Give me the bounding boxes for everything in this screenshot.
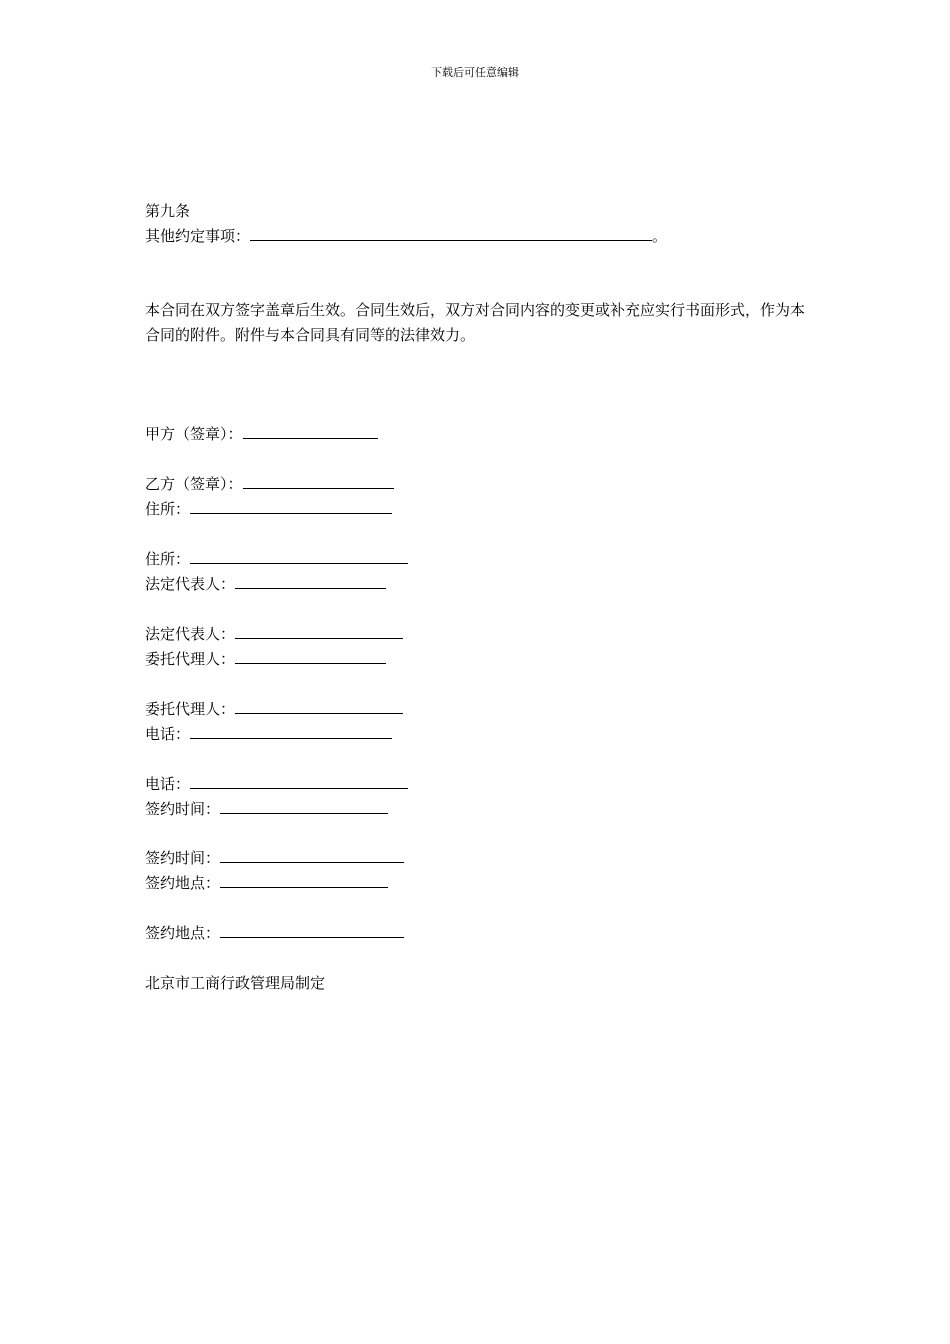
party-b-agent-label: 委托代理人： bbox=[145, 700, 236, 718]
issuer-note: 北京市工商行政管理局制定 bbox=[145, 974, 326, 992]
party-a-phone-label: 电话： bbox=[145, 725, 191, 743]
party-a-legal-rep-line bbox=[145, 574, 386, 594]
party-a-legal-rep-field[interactable] bbox=[235, 574, 386, 589]
party-a-seal-label: 甲方（签章）： bbox=[145, 425, 243, 443]
party-a-legal-rep-label: 法定代表人： bbox=[145, 575, 236, 593]
party-a-address-field[interactable] bbox=[190, 499, 392, 514]
party-a-sign-time-label: 签约时间： bbox=[145, 800, 221, 818]
party-b-address-field[interactable] bbox=[190, 549, 408, 564]
party-b-agent-line bbox=[145, 699, 403, 719]
party-b-sign-time-field[interactable] bbox=[220, 848, 404, 863]
party-a-phone-field[interactable] bbox=[190, 724, 392, 739]
party-a-seal-field[interactable] bbox=[243, 424, 378, 439]
party-a-phone-line bbox=[145, 724, 392, 744]
party-b-seal-line bbox=[145, 474, 394, 494]
party-a-agent-line bbox=[145, 649, 386, 669]
effectiveness-clause: 本合同在双方签字盖章后生效。合同生效后，双方对合同内容的变更或补充应实行书面形式，作为本合同的附件。附件与本合同具有同等的法律效力。 bbox=[145, 301, 806, 344]
party-b-legal-rep-label: 法定代表人： bbox=[145, 625, 236, 643]
party-a-address-line bbox=[145, 499, 392, 519]
party-b-seal-label: 乙方（签章）： bbox=[145, 475, 243, 493]
party-b-sign-place-label: 签约地点： bbox=[145, 924, 221, 942]
party-a-sign-place-field[interactable] bbox=[220, 873, 388, 888]
party-a-sign-time-field[interactable] bbox=[220, 799, 388, 814]
party-b-sign-time-line bbox=[145, 848, 404, 868]
other-matters-field[interactable] bbox=[250, 226, 652, 241]
party-a-seal-line bbox=[145, 424, 378, 444]
party-b-sign-time-label: 签约时间： bbox=[145, 849, 221, 867]
header-note: 下载后可任意编辑 bbox=[431, 66, 519, 79]
party-a-agent-field[interactable] bbox=[235, 649, 386, 664]
article-title: 第九条 bbox=[145, 202, 191, 220]
party-b-phone-label: 电话： bbox=[145, 775, 191, 793]
party-b-legal-rep-field[interactable] bbox=[235, 624, 403, 639]
party-b-seal-field[interactable] bbox=[243, 474, 394, 489]
party-a-address-label: 住所： bbox=[145, 500, 191, 518]
party-a-agent-label: 委托代理人： bbox=[145, 650, 236, 668]
other-matters-line bbox=[145, 226, 667, 246]
party-b-address-label: 住所： bbox=[145, 550, 191, 568]
other-matters-end: 。 bbox=[652, 227, 668, 245]
party-a-sign-place-line bbox=[145, 873, 388, 893]
party-b-legal-rep-line bbox=[145, 624, 403, 644]
party-b-phone-line bbox=[145, 774, 408, 794]
party-a-sign-place-label: 签约地点： bbox=[145, 874, 221, 892]
party-a-sign-time-line bbox=[145, 799, 388, 819]
party-b-sign-place-line bbox=[145, 923, 404, 943]
party-b-sign-place-field[interactable] bbox=[220, 923, 404, 938]
other-matters-label: 其他约定事项： bbox=[145, 227, 251, 245]
party-b-agent-field[interactable] bbox=[235, 699, 403, 714]
party-b-phone-field[interactable] bbox=[190, 774, 408, 789]
party-b-address-line bbox=[145, 549, 408, 569]
